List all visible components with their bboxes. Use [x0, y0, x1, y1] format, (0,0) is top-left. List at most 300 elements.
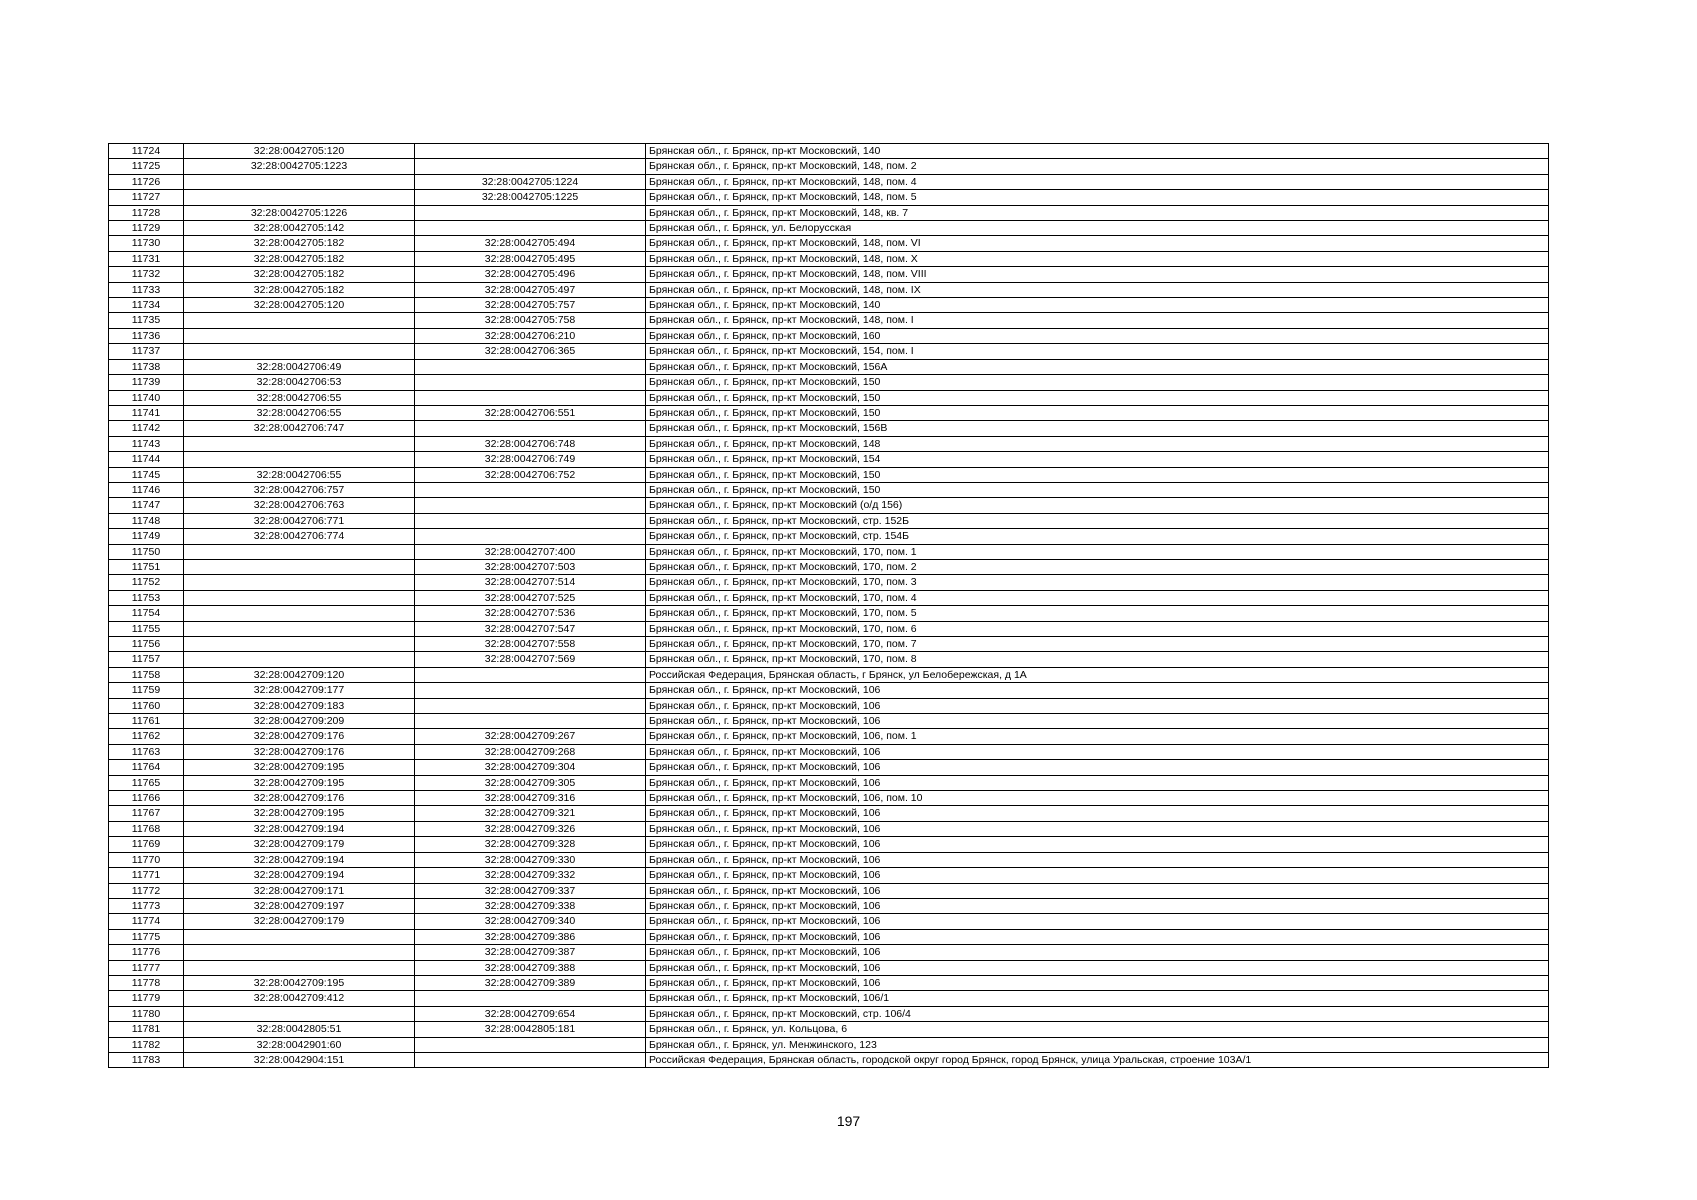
- cadastral-number-cell: [184, 621, 415, 636]
- row-number-cell: 11747: [109, 498, 184, 513]
- row-number-cell: 11730: [109, 236, 184, 251]
- address-cell: Брянская обл., г. Брянск, пр-кт Московский, 170, пом. 8: [646, 652, 1549, 667]
- row-number-cell: 11750: [109, 544, 184, 559]
- table-row: [109, 590, 1549, 605]
- related-cadastral-number-cell: [415, 221, 646, 236]
- cadastral-number-cell: 32:28:0042706:763: [184, 498, 415, 513]
- address-cell: Брянская обл., г. Брянск, пр-кт Московский, 106, пом. 1: [646, 729, 1549, 744]
- table-row: [109, 529, 1549, 544]
- address-cell: Брянская обл., г. Брянск, пр-кт Московский, 150: [646, 375, 1549, 390]
- related-cadastral-number-cell: [415, 482, 646, 497]
- table-row: [109, 960, 1549, 975]
- cadastral-number-cell: 32:28:0042709:176: [184, 729, 415, 744]
- related-cadastral-number-cell: 32:28:0042709:388: [415, 960, 646, 975]
- related-cadastral-number-cell: 32:28:0042709:340: [415, 914, 646, 929]
- related-cadastral-number-cell: [415, 159, 646, 174]
- address-cell: Брянская обл., г. Брянск, пр-кт Московский, 148, кв. 7: [646, 205, 1549, 220]
- table-row: [109, 760, 1549, 775]
- cadastral-number-cell: 32:28:0042706:55: [184, 405, 415, 420]
- cadastral-number-cell: 32:28:0042706:747: [184, 421, 415, 436]
- related-cadastral-number-cell: 32:28:0042707:503: [415, 559, 646, 574]
- table-row: [109, 852, 1549, 867]
- row-number-cell: 11727: [109, 190, 184, 205]
- row-number-cell: 11729: [109, 221, 184, 236]
- address-cell: Брянская обл., г. Брянск, пр-кт Московский, 140: [646, 144, 1549, 159]
- related-cadastral-number-cell: 32:28:0042709:268: [415, 744, 646, 759]
- table-row: [109, 375, 1549, 390]
- row-number-cell: 11754: [109, 606, 184, 621]
- cadastral-number-cell: 32:28:0042705:182: [184, 251, 415, 266]
- cadastral-number-cell: 32:28:0042705:1226: [184, 205, 415, 220]
- cadastral-number-cell: [184, 344, 415, 359]
- row-number-cell: 11777: [109, 960, 184, 975]
- table-row: [109, 159, 1549, 174]
- related-cadastral-number-cell: 32:28:0042707:525: [415, 590, 646, 605]
- address-cell: Брянская обл., г. Брянск, пр-кт Московский (о/д 156): [646, 498, 1549, 513]
- row-number-cell: 11770: [109, 852, 184, 867]
- related-cadastral-number-cell: 32:28:0042709:386: [415, 929, 646, 944]
- cadastral-number-cell: 32:28:0042706:55: [184, 467, 415, 482]
- cadastral-number-cell: 32:28:0042705:1223: [184, 159, 415, 174]
- related-cadastral-number-cell: 32:28:0042706:210: [415, 328, 646, 343]
- row-number-cell: 11739: [109, 375, 184, 390]
- table-row: [109, 606, 1549, 621]
- table-row: [109, 190, 1549, 205]
- address-cell: Брянская обл., г. Брянск, пр-кт Московский, 154, пом. I: [646, 344, 1549, 359]
- address-cell: Брянская обл., г. Брянск, пр-кт Московский, 148, пом. 5: [646, 190, 1549, 205]
- address-cell: Брянская обл., г. Брянск, пр-кт Московский, 106: [646, 898, 1549, 913]
- table-row: [109, 544, 1549, 559]
- table-row: [109, 282, 1549, 297]
- table-row: [109, 559, 1549, 574]
- address-cell: Брянская обл., г. Брянск, пр-кт Московский, 106: [646, 960, 1549, 975]
- address-cell: Брянская обл., г. Брянск, пр-кт Московский, 148, пом. 2: [646, 159, 1549, 174]
- row-number-cell: 11765: [109, 775, 184, 790]
- table-row: [109, 637, 1549, 652]
- table-row: [109, 652, 1549, 667]
- address-cell: Российская Федерация, Брянская область, г Брянск, ул Белобережская, д 1А: [646, 667, 1549, 682]
- row-number-cell: 11753: [109, 590, 184, 605]
- address-cell: Брянская обл., г. Брянск, пр-кт Московский, 156А: [646, 359, 1549, 374]
- related-cadastral-number-cell: [415, 1037, 646, 1052]
- table-row: [109, 744, 1549, 759]
- table-row: [109, 575, 1549, 590]
- row-number-cell: 11781: [109, 1022, 184, 1037]
- cadastral-number-cell: 32:28:0042705:182: [184, 282, 415, 297]
- row-number-cell: 11742: [109, 421, 184, 436]
- table-body: [109, 144, 1549, 1068]
- cadastral-number-cell: 32:28:0042709:194: [184, 868, 415, 883]
- address-cell: Брянская обл., г. Брянск, пр-кт Московский, 106, пом. 10: [646, 791, 1549, 806]
- table-row: [109, 821, 1549, 836]
- cadastral-number-cell: [184, 575, 415, 590]
- row-number-cell: 11778: [109, 975, 184, 990]
- cadastral-number-cell: [184, 190, 415, 205]
- row-number-cell: 11748: [109, 513, 184, 528]
- row-number-cell: 11743: [109, 436, 184, 451]
- address-cell: Брянская обл., г. Брянск, пр-кт Московский, 106: [646, 929, 1549, 944]
- table-row: [109, 667, 1549, 682]
- table-row: [109, 991, 1549, 1006]
- table-row: [109, 1022, 1549, 1037]
- cadastral-number-cell: 32:28:0042709:194: [184, 821, 415, 836]
- cadastral-number-cell: 32:28:0042705:182: [184, 236, 415, 251]
- address-cell: Брянская обл., г. Брянск, пр-кт Московский, 106: [646, 760, 1549, 775]
- row-number-cell: 11773: [109, 898, 184, 913]
- cadastral-number-cell: 32:28:0042709:195: [184, 760, 415, 775]
- address-cell: Брянская обл., г. Брянск, пр-кт Московский, 150: [646, 482, 1549, 497]
- related-cadastral-number-cell: [415, 714, 646, 729]
- cadastral-number-cell: 32:28:0042706:55: [184, 390, 415, 405]
- table-row: [109, 359, 1549, 374]
- table-row: [109, 929, 1549, 944]
- address-cell: Брянская обл., г. Брянск, пр-кт Московский, стр. 106/4: [646, 1006, 1549, 1021]
- cadastral-number-cell: 32:28:0042709:195: [184, 806, 415, 821]
- cadastral-number-cell: 32:28:0042709:412: [184, 991, 415, 1006]
- table-row: [109, 914, 1549, 929]
- related-cadastral-number-cell: 32:28:0042805:181: [415, 1022, 646, 1037]
- row-number-cell: 11763: [109, 744, 184, 759]
- row-number-cell: 11779: [109, 991, 184, 1006]
- related-cadastral-number-cell: 32:28:0042709:328: [415, 837, 646, 852]
- related-cadastral-number-cell: 32:28:0042707:547: [415, 621, 646, 636]
- address-cell: Брянская обл., г. Брянск, пр-кт Московский, 106: [646, 683, 1549, 698]
- cadastral-number-cell: 32:28:0042709:209: [184, 714, 415, 729]
- row-number-cell: 11733: [109, 282, 184, 297]
- row-number-cell: 11745: [109, 467, 184, 482]
- address-cell: Брянская обл., г. Брянск, пр-кт Московский, стр. 152Б: [646, 513, 1549, 528]
- table-row: [109, 344, 1549, 359]
- row-number-cell: 11774: [109, 914, 184, 929]
- address-cell: Брянская обл., г. Брянск, ул. Менжинского, 123: [646, 1037, 1549, 1052]
- row-number-cell: 11755: [109, 621, 184, 636]
- related-cadastral-number-cell: 32:28:0042706:748: [415, 436, 646, 451]
- related-cadastral-number-cell: 32:28:0042709:338: [415, 898, 646, 913]
- address-cell: Брянская обл., г. Брянск, пр-кт Московский, 150: [646, 405, 1549, 420]
- cadastral-number-cell: 32:28:0042709:176: [184, 744, 415, 759]
- table-row: [109, 775, 1549, 790]
- table-row: [109, 868, 1549, 883]
- related-cadastral-number-cell: [415, 698, 646, 713]
- related-cadastral-number-cell: [415, 144, 646, 159]
- table-row: [109, 806, 1549, 821]
- row-number-cell: 11735: [109, 313, 184, 328]
- table-row: [109, 236, 1549, 251]
- related-cadastral-number-cell: [415, 390, 646, 405]
- address-cell: Брянская обл., г. Брянск, пр-кт Московский, 148, пом. IX: [646, 282, 1549, 297]
- related-cadastral-number-cell: [415, 359, 646, 374]
- related-cadastral-number-cell: [415, 375, 646, 390]
- cadastral-number-cell: 32:28:0042709:179: [184, 837, 415, 852]
- cadastral-number-cell: [184, 452, 415, 467]
- address-cell: Брянская обл., г. Брянск, ул. Белорусская: [646, 221, 1549, 236]
- related-cadastral-number-cell: [415, 991, 646, 1006]
- related-cadastral-number-cell: 32:28:0042705:1224: [415, 174, 646, 189]
- address-cell: Брянская обл., г. Брянск, пр-кт Московский, 150: [646, 467, 1549, 482]
- row-number-cell: 11752: [109, 575, 184, 590]
- cadastral-number-cell: 32:28:0042705:120: [184, 298, 415, 313]
- cadastral-number-cell: 32:28:0042709:177: [184, 683, 415, 698]
- row-number-cell: 11728: [109, 205, 184, 220]
- address-cell: Брянская обл., г. Брянск, пр-кт Московский, 148: [646, 436, 1549, 451]
- row-number-cell: 11756: [109, 637, 184, 652]
- related-cadastral-number-cell: 32:28:0042706:551: [415, 405, 646, 420]
- cadastral-number-cell: 32:28:0042805:51: [184, 1022, 415, 1037]
- related-cadastral-number-cell: 32:28:0042709:304: [415, 760, 646, 775]
- cadastral-number-cell: [184, 637, 415, 652]
- address-cell: Брянская обл., г. Брянск, пр-кт Московский, 148, пом. X: [646, 251, 1549, 266]
- address-cell: Брянская обл., г. Брянск, пр-кт Московский, 150: [646, 390, 1549, 405]
- related-cadastral-number-cell: 32:28:0042707:400: [415, 544, 646, 559]
- related-cadastral-number-cell: 32:28:0042705:497: [415, 282, 646, 297]
- address-cell: Брянская обл., г. Брянск, пр-кт Московский, стр. 154Б: [646, 529, 1549, 544]
- row-number-cell: 11737: [109, 344, 184, 359]
- related-cadastral-number-cell: 32:28:0042709:332: [415, 868, 646, 883]
- related-cadastral-number-cell: 32:28:0042707:514: [415, 575, 646, 590]
- cadastral-number-cell: 32:28:0042709:195: [184, 775, 415, 790]
- row-number-cell: 11744: [109, 452, 184, 467]
- related-cadastral-number-cell: 32:28:0042706:749: [415, 452, 646, 467]
- row-number-cell: 11734: [109, 298, 184, 313]
- related-cadastral-number-cell: 32:28:0042707:569: [415, 652, 646, 667]
- table-row: [109, 467, 1549, 482]
- table-row: [109, 328, 1549, 343]
- related-cadastral-number-cell: 32:28:0042709:305: [415, 775, 646, 790]
- row-number-cell: 11783: [109, 1052, 184, 1067]
- table-row: [109, 390, 1549, 405]
- related-cadastral-number-cell: 32:28:0042709:337: [415, 883, 646, 898]
- cadastral-number-cell: [184, 929, 415, 944]
- address-cell: Брянская обл., г. Брянск, пр-кт Московский, 106: [646, 806, 1549, 821]
- related-cadastral-number-cell: [415, 1052, 646, 1067]
- related-cadastral-number-cell: [415, 513, 646, 528]
- related-cadastral-number-cell: 32:28:0042709:326: [415, 821, 646, 836]
- address-cell: Брянская обл., г. Брянск, пр-кт Московский, 106: [646, 744, 1549, 759]
- related-cadastral-number-cell: 32:28:0042705:495: [415, 251, 646, 266]
- table-row: [109, 975, 1549, 990]
- cadastral-number-cell: [184, 960, 415, 975]
- table-row: [109, 621, 1549, 636]
- cadastral-number-cell: [184, 328, 415, 343]
- address-cell: Брянская обл., г. Брянск, пр-кт Московский, 148, пом. 4: [646, 174, 1549, 189]
- row-number-cell: 11771: [109, 868, 184, 883]
- related-cadastral-number-cell: 32:28:0042705:1225: [415, 190, 646, 205]
- row-number-cell: 11780: [109, 1006, 184, 1021]
- address-cell: Брянская обл., г. Брянск, пр-кт Московский, 156В: [646, 421, 1549, 436]
- row-number-cell: 11731: [109, 251, 184, 266]
- related-cadastral-number-cell: 32:28:0042706:752: [415, 467, 646, 482]
- row-number-cell: 11725: [109, 159, 184, 174]
- address-cell: Брянская обл., г. Брянск, пр-кт Московский, 148, пом. I: [646, 313, 1549, 328]
- related-cadastral-number-cell: 32:28:0042705:494: [415, 236, 646, 251]
- table-row: [109, 251, 1549, 266]
- row-number-cell: 11757: [109, 652, 184, 667]
- row-number-cell: 11732: [109, 267, 184, 282]
- address-cell: Брянская обл., г. Брянск, пр-кт Московский, 106/1: [646, 991, 1549, 1006]
- cadastral-number-cell: 32:28:0042709:197: [184, 898, 415, 913]
- cadastral-number-cell: 32:28:0042706:49: [184, 359, 415, 374]
- table-row: [109, 714, 1549, 729]
- row-number-cell: 11740: [109, 390, 184, 405]
- table-row: [109, 1006, 1549, 1021]
- row-number-cell: 11738: [109, 359, 184, 374]
- table-row: [109, 883, 1549, 898]
- related-cadastral-number-cell: 32:28:0042707:536: [415, 606, 646, 621]
- address-cell: Брянская обл., г. Брянск, пр-кт Московский, 106: [646, 852, 1549, 867]
- row-number-cell: 11775: [109, 929, 184, 944]
- table-row: [109, 1037, 1549, 1052]
- address-cell: Российская Федерация, Брянская область, городской округ город Брянск, город Брянск, улица Уральская, строение 103А/1: [646, 1052, 1549, 1067]
- address-cell: Брянская обл., г. Брянск, пр-кт Московский, 106: [646, 945, 1549, 960]
- related-cadastral-number-cell: 32:28:0042707:558: [415, 637, 646, 652]
- related-cadastral-number-cell: [415, 529, 646, 544]
- table-row: [109, 945, 1549, 960]
- table-row: [109, 221, 1549, 236]
- address-cell: Брянская обл., г. Брянск, пр-кт Московский, 106: [646, 837, 1549, 852]
- related-cadastral-number-cell: [415, 205, 646, 220]
- cadastral-number-cell: [184, 174, 415, 189]
- cadastral-number-cell: 32:28:0042709:176: [184, 791, 415, 806]
- table-row: [109, 729, 1549, 744]
- address-cell: Брянская обл., г. Брянск, пр-кт Московский, 154: [646, 452, 1549, 467]
- table-row: [109, 698, 1549, 713]
- table-row: [109, 498, 1549, 513]
- address-cell: Брянская обл., г. Брянск, пр-кт Московский, 170, пом. 1: [646, 544, 1549, 559]
- address-cell: Брянская обл., г. Брянск, пр-кт Московский, 106: [646, 698, 1549, 713]
- cadastral-number-cell: 32:28:0042706:774: [184, 529, 415, 544]
- related-cadastral-number-cell: 32:28:0042706:365: [415, 344, 646, 359]
- related-cadastral-number-cell: 32:28:0042709:267: [415, 729, 646, 744]
- address-cell: Брянская обл., г. Брянск, пр-кт Московский, 170, пом. 5: [646, 606, 1549, 621]
- related-cadastral-number-cell: [415, 421, 646, 436]
- address-cell: Брянская обл., г. Брянск, пр-кт Московский, 106: [646, 975, 1549, 990]
- address-cell: Брянская обл., г. Брянск, пр-кт Московский, 170, пом. 3: [646, 575, 1549, 590]
- row-number-cell: 11768: [109, 821, 184, 836]
- address-cell: Брянская обл., г. Брянск, пр-кт Московский, 160: [646, 328, 1549, 343]
- address-cell: Брянская обл., г. Брянск, пр-кт Московский, 106: [646, 775, 1549, 790]
- row-number-cell: 11769: [109, 837, 184, 852]
- address-cell: Брянская обл., г. Брянск, пр-кт Московский, 106: [646, 868, 1549, 883]
- address-cell: Брянская обл., г. Брянск, пр-кт Московский, 140: [646, 298, 1549, 313]
- related-cadastral-number-cell: [415, 667, 646, 682]
- table-row: [109, 452, 1549, 467]
- table-row: [109, 482, 1549, 497]
- table-row: [109, 1052, 1549, 1067]
- table-row: [109, 421, 1549, 436]
- cadastral-number-cell: 32:28:0042706:771: [184, 513, 415, 528]
- related-cadastral-number-cell: [415, 683, 646, 698]
- cadastral-number-cell: [184, 945, 415, 960]
- table-row: [109, 205, 1549, 220]
- cadastral-number-cell: 32:28:0042904:151: [184, 1052, 415, 1067]
- row-number-cell: 11746: [109, 482, 184, 497]
- table-row: [109, 898, 1549, 913]
- table-row: [109, 144, 1549, 159]
- cadastral-number-cell: [184, 559, 415, 574]
- address-cell: Брянская обл., г. Брянск, пр-кт Московский, 148, пом. VI: [646, 236, 1549, 251]
- table-row: [109, 174, 1549, 189]
- cadastral-number-cell: 32:28:0042705:142: [184, 221, 415, 236]
- cadastral-number-cell: 32:28:0042709:183: [184, 698, 415, 713]
- related-cadastral-number-cell: 32:28:0042709:387: [415, 945, 646, 960]
- row-number-cell: 11782: [109, 1037, 184, 1052]
- cadastral-number-cell: 32:28:0042709:120: [184, 667, 415, 682]
- address-cell: Брянская обл., г. Брянск, пр-кт Московский, 170, пом. 6: [646, 621, 1549, 636]
- cadastral-number-cell: 32:28:0042705:182: [184, 267, 415, 282]
- cadastral-number-cell: 32:28:0042706:757: [184, 482, 415, 497]
- cadastral-number-cell: 32:28:0042709:179: [184, 914, 415, 929]
- related-cadastral-number-cell: 32:28:0042709:654: [415, 1006, 646, 1021]
- row-number-cell: 11736: [109, 328, 184, 343]
- related-cadastral-number-cell: 32:28:0042709:389: [415, 975, 646, 990]
- row-number-cell: 11766: [109, 791, 184, 806]
- cadastral-number-cell: [184, 544, 415, 559]
- related-cadastral-number-cell: 32:28:0042705:757: [415, 298, 646, 313]
- address-cell: Брянская обл., г. Брянск, пр-кт Московский, 170, пом. 2: [646, 559, 1549, 574]
- cadastral-number-cell: 32:28:0042901:60: [184, 1037, 415, 1052]
- table-row: [109, 791, 1549, 806]
- related-cadastral-number-cell: [415, 498, 646, 513]
- cadastral-number-cell: 32:28:0042709:171: [184, 883, 415, 898]
- row-number-cell: 11749: [109, 529, 184, 544]
- related-cadastral-number-cell: 32:28:0042709:321: [415, 806, 646, 821]
- cadastral-number-cell: 32:28:0042706:53: [184, 375, 415, 390]
- cadastral-number-cell: [184, 652, 415, 667]
- table-row: [109, 436, 1549, 451]
- table-row: [109, 513, 1549, 528]
- row-number-cell: 11776: [109, 945, 184, 960]
- cadastral-number-cell: 32:28:0042709:194: [184, 852, 415, 867]
- table-row: [109, 837, 1549, 852]
- row-number-cell: 11762: [109, 729, 184, 744]
- row-number-cell: 11764: [109, 760, 184, 775]
- row-number-cell: 11724: [109, 144, 184, 159]
- address-cell: Брянская обл., г. Брянск, пр-кт Московский, 170, пом. 7: [646, 637, 1549, 652]
- address-cell: Брянская обл., г. Брянск, пр-кт Московский, 170, пом. 4: [646, 590, 1549, 605]
- row-number-cell: 11741: [109, 405, 184, 420]
- related-cadastral-number-cell: 32:28:0042705:758: [415, 313, 646, 328]
- row-number-cell: 11772: [109, 883, 184, 898]
- row-number-cell: 11760: [109, 698, 184, 713]
- cadastral-table: [108, 143, 1549, 1068]
- address-cell: Брянская обл., г. Брянск, пр-кт Московский, 106: [646, 714, 1549, 729]
- table-row: [109, 298, 1549, 313]
- address-cell: Брянская обл., г. Брянск, ул. Кольцова, 6: [646, 1022, 1549, 1037]
- row-number-cell: 11751: [109, 559, 184, 574]
- row-number-cell: 11759: [109, 683, 184, 698]
- related-cadastral-number-cell: 32:28:0042709:316: [415, 791, 646, 806]
- row-number-cell: 11758: [109, 667, 184, 682]
- row-number-cell: 11761: [109, 714, 184, 729]
- address-cell: Брянская обл., г. Брянск, пр-кт Московский, 106: [646, 914, 1549, 929]
- cadastral-number-cell: [184, 590, 415, 605]
- cadastral-number-cell: [184, 606, 415, 621]
- address-cell: Брянская обл., г. Брянск, пр-кт Московский, 106: [646, 883, 1549, 898]
- table-row: [109, 313, 1549, 328]
- row-number-cell: 11726: [109, 174, 184, 189]
- table-row: [109, 683, 1549, 698]
- table-row: [109, 405, 1549, 420]
- cadastral-number-cell: [184, 436, 415, 451]
- cadastral-number-cell: 32:28:0042709:195: [184, 975, 415, 990]
- cadastral-number-cell: 32:28:0042705:120: [184, 144, 415, 159]
- table-row: [109, 267, 1549, 282]
- cadastral-number-cell: [184, 1006, 415, 1021]
- related-cadastral-number-cell: 32:28:0042709:330: [415, 852, 646, 867]
- cadastral-number-cell: [184, 313, 415, 328]
- page-number: 197: [836, 1113, 861, 1129]
- address-cell: Брянская обл., г. Брянск, пр-кт Московский, 148, пом. VIII: [646, 267, 1549, 282]
